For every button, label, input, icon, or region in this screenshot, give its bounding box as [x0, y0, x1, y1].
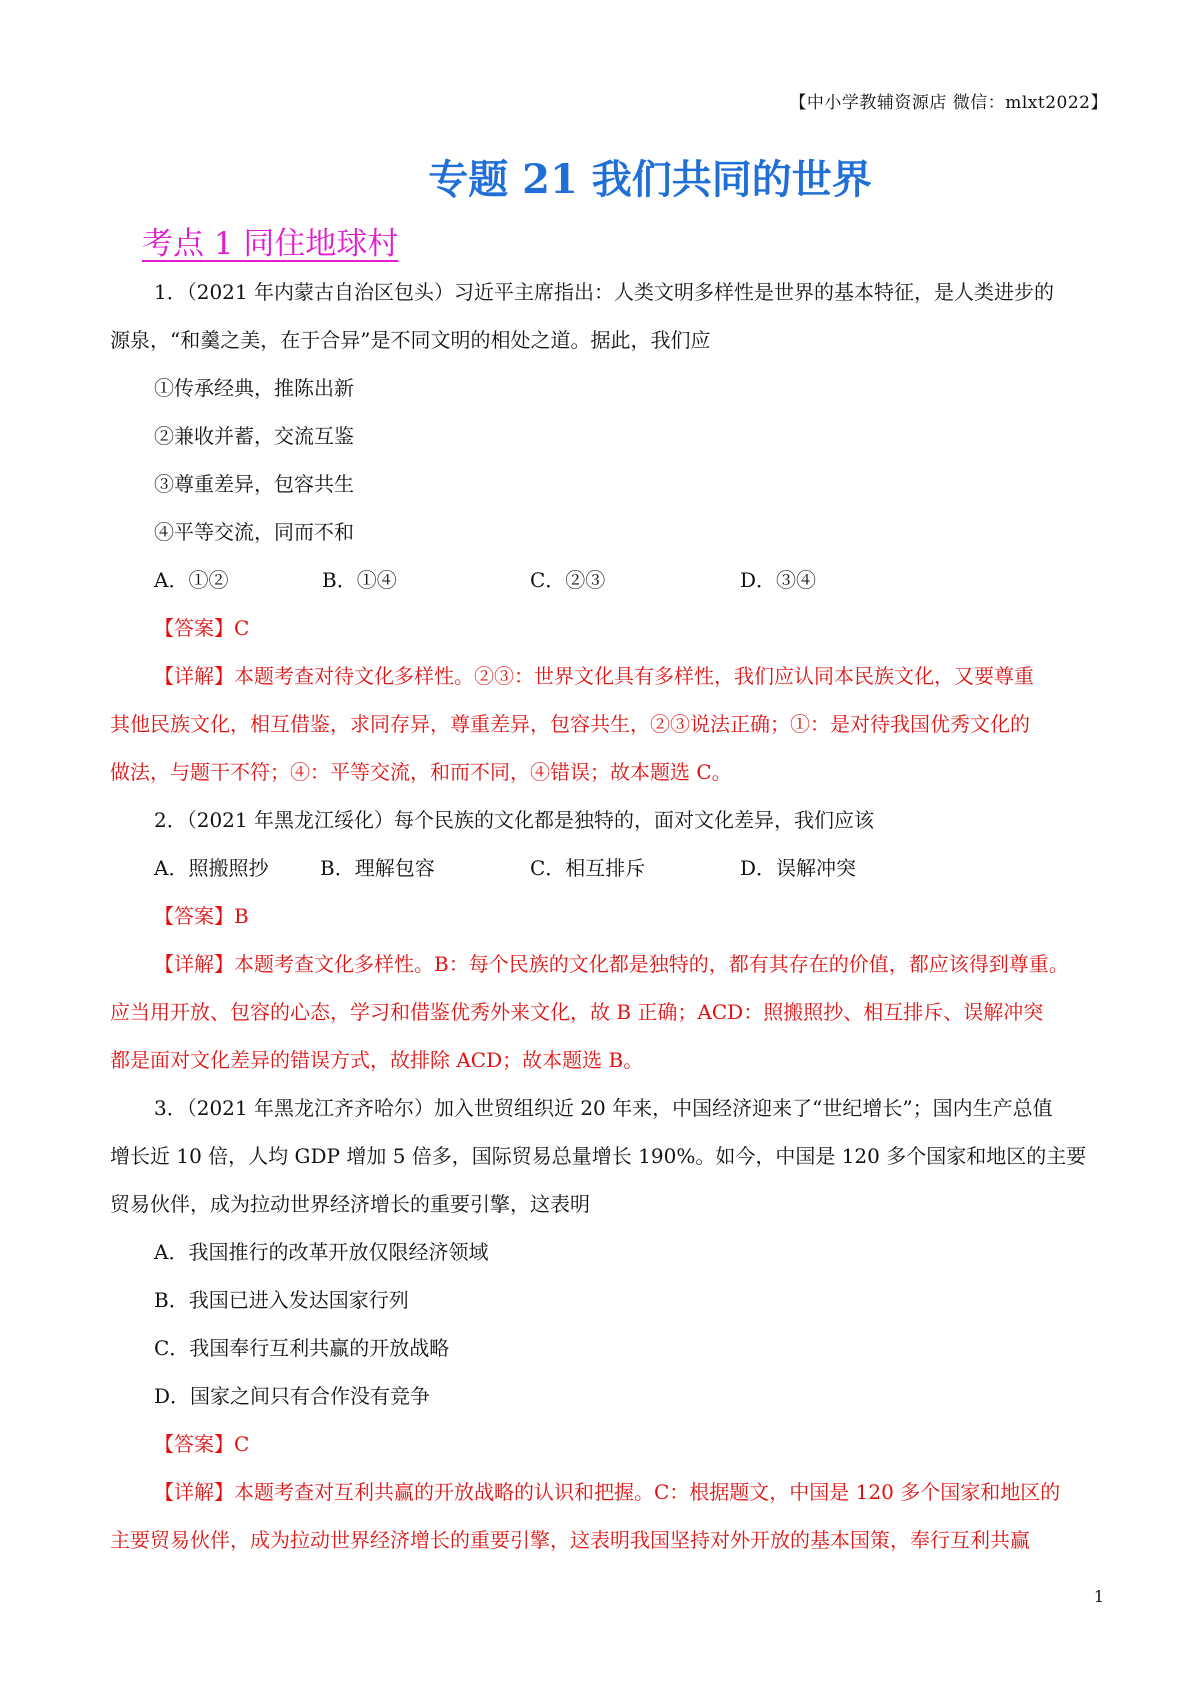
- page-number: 1: [1093, 1587, 1104, 1606]
- q2-option-d: D．误解冲突: [740, 856, 857, 880]
- q1-answer: 【答案】C: [154, 616, 250, 640]
- q1-option-b: B．①④: [322, 568, 397, 592]
- q2-options: [110, 844, 1106, 892]
- q3-stem-line2: 增长近 10 倍，人均 GDP 增加 5 倍多，国际贸易总量增长 190%。如今，中国是 120 多个国家和地区的主要: [110, 1144, 1087, 1168]
- q2-stem: 2．（2021 年黑龙江绥化）每个民族的文化都是独特的，面对文化差异，我们应该: [154, 808, 874, 832]
- q2-option-a: A．照搬照抄: [154, 856, 269, 880]
- q2-option-c: C．相互排斥: [530, 856, 646, 880]
- q3-stem-line1: 3．（2021 年黑龙江齐齐哈尔）加入世贸组织近 20 年来，中国经济迎来了“世纪增长”；国内生产总值: [154, 1096, 1053, 1120]
- q1-option-c: C．②③: [530, 568, 606, 592]
- q3-detail-line2: 主要贸易伙伴，成为拉动世界经济增长的重要引擎，这表明我国坚持对外开放的基本国策，奉行互利共赢: [110, 1528, 1030, 1552]
- q2-detail-line1: 【详解】本题考查文化多样性。B：每个民族的文化都是独特的，都有其存在的价值，都应该得到尊重。: [154, 952, 1069, 976]
- header-note: 【中小学教辅资源店 微信：mlxt2022】: [789, 93, 1108, 113]
- q1-detail-line1: 【详解】本题考查对待文化多样性。②③：世界文化具有多样性，我们应认同本民族文化，又要尊重: [154, 664, 1034, 688]
- page-title: 专题 21 我们共同的世界: [428, 156, 872, 203]
- document-body: [110, 268, 1106, 1564]
- q3-option-a: A．我国推行的改革开放仅限经济领域: [154, 1240, 489, 1264]
- q1-item-4: ④平等交流，同而不和: [154, 520, 354, 544]
- q3-detail-line1: 【详解】本题考查对互利共赢的开放战略的认识和把握。C：根据题文，中国是 120 多个国家和地区的: [154, 1480, 1061, 1504]
- q2-detail-line2: 应当用开放、包容的心态，学习和借鉴优秀外来文化，故 B 正确；ACD：照搬照抄、相互排斥、误解冲突: [110, 1000, 1044, 1024]
- q1-option-a: A．①②: [154, 568, 229, 592]
- q2-detail-line3: 都是面对文化差异的错误方式，故排除 ACD；故本题选 B。: [110, 1048, 644, 1072]
- q1-stem-line2: 源泉，“和羹之美，在于合异”是不同文明的相处之道。据此，我们应: [110, 328, 711, 352]
- q3-answer: 【答案】C: [154, 1432, 250, 1456]
- q1-item-1: ①传承经典，推陈出新: [154, 376, 354, 400]
- q3-option-d: D．国家之间只有合作没有竞争: [154, 1384, 431, 1408]
- q2-option-b: B．理解包容: [320, 856, 435, 880]
- q3-option-b: B．我国已进入发达国家行列: [154, 1288, 409, 1312]
- q1-detail-line2: 其他民族文化，相互借鉴，求同存异，尊重差异，包容共生，②③说法正确；①：是对待我国优秀文化的: [110, 712, 1030, 736]
- q2-answer: 【答案】B: [154, 904, 249, 928]
- q1-detail-line3: 做法，与题干不符；④：平等交流，和而不同，④错误；故本题选 C。: [110, 760, 732, 784]
- q1-options: [110, 556, 1106, 604]
- q3-option-c: C．我国奉行互利共赢的开放战略: [154, 1336, 450, 1360]
- q1-option-d: D．③④: [740, 568, 817, 592]
- q1-item-3: ③尊重差异，包容共生: [154, 472, 354, 496]
- q1-item-2: ②兼收并蓄，交流互鉴: [154, 424, 354, 448]
- q3-stem-line3: 贸易伙伴，成为拉动世界经济增长的重要引擎，这表明: [110, 1192, 590, 1216]
- section-heading: 考点 1 同住地球村: [142, 226, 399, 262]
- q1-stem-line1: 1．（2021 年内蒙古自治区包头）习近平主席指出：人类文明多样性是世界的基本特征，是人类进步的: [154, 280, 1054, 304]
